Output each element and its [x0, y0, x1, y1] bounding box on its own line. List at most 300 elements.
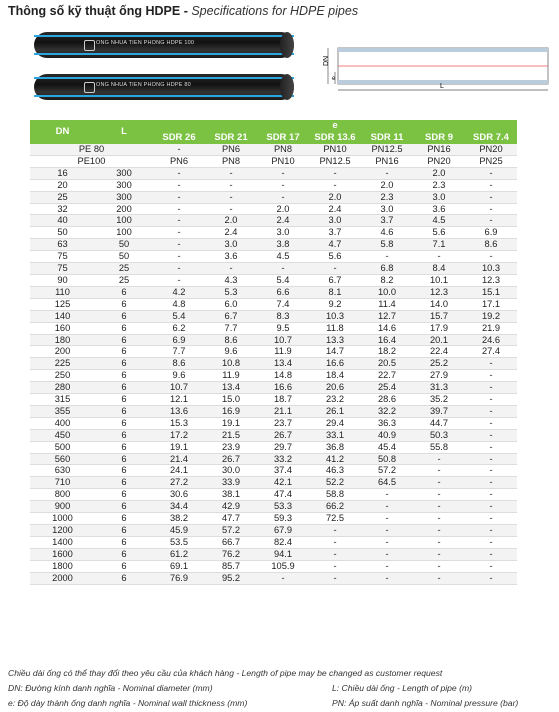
thickness-cell: 2.3: [361, 191, 413, 203]
thickness-cell: 105.9: [257, 560, 309, 572]
thickness-cell: 12.1: [153, 394, 205, 406]
thickness-cell: 7.7: [205, 322, 257, 334]
thickness-cell: 57.2: [361, 465, 413, 477]
pn-row-pe100: [30, 155, 517, 167]
thickness-cell: 39.7: [413, 405, 465, 417]
table-row: [30, 263, 517, 275]
thickness-cell: 3.0: [309, 215, 361, 227]
thickness-cell: 2.4: [309, 203, 361, 215]
thickness-cell: 5.6: [413, 227, 465, 239]
pipe-diagram: [318, 44, 552, 94]
thickness-cell: 13.6: [153, 405, 205, 417]
logo-icon: [84, 82, 95, 93]
thickness-cell: 45.4: [361, 441, 413, 453]
thickness-cell: 45.9: [153, 525, 205, 537]
thickness-cell: 6.7: [205, 310, 257, 322]
thickness-cell: 3.6: [205, 251, 257, 263]
length-cell: 6: [95, 394, 153, 406]
pn-cell: PN10: [309, 144, 361, 155]
thickness-cell: 24.6: [465, 334, 517, 346]
thickness-cell: 66.7: [205, 536, 257, 548]
thickness-cell: -: [465, 548, 517, 560]
thickness-cell: 59.3: [257, 513, 309, 525]
thickness-cell: 94.1: [257, 548, 309, 560]
thickness-cell: 64.5: [361, 477, 413, 489]
thickness-cell: 6.0: [205, 298, 257, 310]
thickness-cell: 42.1: [257, 477, 309, 489]
table-row: [30, 429, 517, 441]
thickness-cell: 2.0: [309, 191, 361, 203]
thickness-cell: -: [257, 167, 309, 179]
thickness-cell: 16.6: [309, 358, 361, 370]
thickness-cell: 66.2: [309, 501, 361, 513]
thickness-cell: 10.1: [413, 274, 465, 286]
note-e: e: Độ dày thành ống danh nghĩa - Nominal wall thickness (mm): [8, 698, 248, 708]
thickness-cell: 8.6: [153, 358, 205, 370]
length-cell: 6: [95, 346, 153, 358]
thickness-cell: -: [413, 489, 465, 501]
dn-cell: 800: [30, 489, 95, 501]
thickness-cell: 6.2: [153, 322, 205, 334]
pn-cell: -: [153, 144, 205, 155]
thickness-cell: -: [257, 572, 309, 584]
thickness-cell: 2.0: [413, 167, 465, 179]
thickness-cell: 26.7: [205, 453, 257, 465]
thickness-cell: 4.3: [205, 274, 257, 286]
thickness-cell: 42.9: [205, 501, 257, 513]
length-cell: 6: [95, 429, 153, 441]
thickness-cell: 50.3: [413, 429, 465, 441]
thickness-cell: 23.2: [309, 394, 361, 406]
thickness-cell: -: [465, 251, 517, 263]
length-cell: 6: [95, 548, 153, 560]
diagram-dn: DN: [323, 55, 330, 66]
thickness-cell: 18.4: [309, 370, 361, 382]
thickness-cell: -: [361, 525, 413, 537]
thickness-cell: 55.8: [413, 441, 465, 453]
thickness-cell: 76.9: [153, 572, 205, 584]
thickness-cell: 33.9: [205, 477, 257, 489]
thickness-cell: -: [361, 489, 413, 501]
header-sdr: SDR 13.6: [309, 132, 361, 144]
thickness-cell: 4.2: [153, 286, 205, 298]
thickness-cell: -: [153, 167, 205, 179]
dn-cell: 400: [30, 417, 95, 429]
thickness-cell: 3.7: [361, 215, 413, 227]
pn-cell: PN12.5: [309, 155, 361, 167]
length-cell: 6: [95, 477, 153, 489]
thickness-cell: 30.0: [205, 465, 257, 477]
table-row: [30, 179, 517, 191]
thickness-cell: -: [309, 572, 361, 584]
thickness-cell: 3.7: [309, 227, 361, 239]
table-row: [30, 525, 517, 537]
thickness-cell: -: [361, 251, 413, 263]
length-cell: 25: [95, 263, 153, 275]
thickness-cell: 35.2: [413, 394, 465, 406]
length-cell: 6: [95, 370, 153, 382]
thickness-cell: -: [309, 548, 361, 560]
thickness-cell: -: [465, 167, 517, 179]
thickness-cell: -: [413, 453, 465, 465]
header-dn: DN: [30, 120, 95, 144]
thickness-cell: 4.7: [309, 239, 361, 251]
length-cell: 6: [95, 382, 153, 394]
pn-cell: PN16: [361, 155, 413, 167]
thickness-cell: 6.8: [361, 263, 413, 275]
table-row: [30, 489, 517, 501]
pn-cell: PN8: [205, 155, 257, 167]
thickness-cell: 33.2: [257, 453, 309, 465]
thickness-cell: 10.3: [465, 263, 517, 275]
thickness-cell: -: [205, 263, 257, 275]
thickness-cell: -: [465, 525, 517, 537]
pn-cell: PN20: [465, 144, 517, 155]
thickness-cell: 58.8: [309, 489, 361, 501]
thickness-cell: 23.7: [257, 417, 309, 429]
dn-cell: 900: [30, 501, 95, 513]
thickness-cell: 14.8: [257, 370, 309, 382]
thickness-cell: -: [465, 465, 517, 477]
thickness-cell: 20.6: [309, 382, 361, 394]
thickness-cell: 22.4: [413, 346, 465, 358]
thickness-cell: 19.1: [205, 417, 257, 429]
thickness-cell: -: [465, 560, 517, 572]
thickness-cell: -: [465, 453, 517, 465]
thickness-cell: 82.4: [257, 536, 309, 548]
thickness-cell: -: [413, 525, 465, 537]
thickness-cell: -: [153, 274, 205, 286]
thickness-cell: 16.6: [257, 382, 309, 394]
table-row: [30, 513, 517, 525]
pn-cell: PN8: [257, 144, 309, 155]
dn-cell: 250: [30, 370, 95, 382]
length-cell: 6: [95, 501, 153, 513]
thickness-cell: 3.6: [413, 203, 465, 215]
pn-cell: PN6: [205, 144, 257, 155]
length-cell: 100: [95, 227, 153, 239]
thickness-cell: 21.9: [465, 322, 517, 334]
thickness-cell: -: [205, 191, 257, 203]
dn-cell: 1800: [30, 560, 95, 572]
thickness-cell: -: [309, 525, 361, 537]
thickness-cell: -: [361, 536, 413, 548]
thickness-cell: 8.2: [361, 274, 413, 286]
header-l: L: [95, 120, 153, 144]
thickness-cell: -: [361, 572, 413, 584]
table-row: [30, 322, 517, 334]
dn-cell: 110: [30, 286, 95, 298]
thickness-cell: 36.3: [361, 417, 413, 429]
table-row: [30, 453, 517, 465]
thickness-cell: -: [413, 513, 465, 525]
thickness-cell: 32.2: [361, 405, 413, 417]
length-cell: 300: [95, 179, 153, 191]
dn-cell: 40: [30, 215, 95, 227]
table-row: [30, 441, 517, 453]
thickness-cell: -: [205, 203, 257, 215]
table-row: [30, 346, 517, 358]
thickness-cell: 8.4: [413, 263, 465, 275]
length-cell: 6: [95, 310, 153, 322]
thickness-cell: 6.6: [257, 286, 309, 298]
thickness-cell: 36.8: [309, 441, 361, 453]
thickness-cell: 27.4: [465, 346, 517, 358]
thickness-cell: 37.4: [257, 465, 309, 477]
thickness-cell: 10.8: [205, 358, 257, 370]
thickness-cell: -: [309, 179, 361, 191]
table-row: [30, 382, 517, 394]
length-cell: 6: [95, 465, 153, 477]
page-title: [8, 4, 358, 18]
thickness-cell: 9.2: [309, 298, 361, 310]
length-cell: 6: [95, 572, 153, 584]
thickness-cell: 2.0: [361, 179, 413, 191]
thickness-cell: 7.1: [413, 239, 465, 251]
dn-cell: 140: [30, 310, 95, 322]
dn-cell: 500: [30, 441, 95, 453]
thickness-cell: -: [465, 215, 517, 227]
thickness-cell: 34.4: [153, 501, 205, 513]
dn-cell: 63: [30, 239, 95, 251]
table-row: [30, 239, 517, 251]
thickness-cell: 27.9: [413, 370, 465, 382]
thickness-cell: 15.3: [153, 417, 205, 429]
dn-cell: 50: [30, 227, 95, 239]
thickness-cell: -: [309, 560, 361, 572]
thickness-cell: -: [413, 501, 465, 513]
length-cell: 6: [95, 489, 153, 501]
thickness-cell: 11.9: [257, 346, 309, 358]
thickness-cell: 2.3: [413, 179, 465, 191]
thickness-cell: 17.2: [153, 429, 205, 441]
thickness-cell: -: [257, 179, 309, 191]
table-row: [30, 560, 517, 572]
thickness-cell: 26.7: [257, 429, 309, 441]
thickness-cell: 14.7: [309, 346, 361, 358]
thickness-cell: 9.6: [153, 370, 205, 382]
length-cell: 6: [95, 560, 153, 572]
pipe-label: ONG NHUA TIEN PHONG HDPE 100: [96, 40, 195, 46]
length-cell: 6: [95, 405, 153, 417]
dn-cell: 710: [30, 477, 95, 489]
thickness-cell: -: [153, 203, 205, 215]
table-row: [30, 548, 517, 560]
header-e: e: [153, 120, 517, 132]
thickness-cell: -: [153, 263, 205, 275]
table-row: [30, 405, 517, 417]
thickness-cell: -: [361, 513, 413, 525]
thickness-cell: -: [465, 203, 517, 215]
thickness-cell: 7.7: [153, 346, 205, 358]
thickness-cell: 20.1: [413, 334, 465, 346]
thickness-cell: 19.2: [465, 310, 517, 322]
thickness-cell: -: [465, 513, 517, 525]
thickness-cell: 3.0: [413, 191, 465, 203]
thickness-cell: 5.8: [361, 239, 413, 251]
header-sdr: SDR 17: [257, 132, 309, 144]
thickness-cell: -: [361, 560, 413, 572]
thickness-cell: -: [257, 263, 309, 275]
thickness-cell: 28.6: [361, 394, 413, 406]
thickness-cell: 38.2: [153, 513, 205, 525]
thickness-cell: 5.6: [309, 251, 361, 263]
thickness-cell: 11.4: [361, 298, 413, 310]
table-row: [30, 477, 517, 489]
thickness-cell: -: [413, 560, 465, 572]
length-cell: 6: [95, 298, 153, 310]
length-cell: 50: [95, 239, 153, 251]
thickness-cell: -: [465, 382, 517, 394]
table-row: [30, 167, 517, 179]
dn-cell: 1600: [30, 548, 95, 560]
length-cell: 300: [95, 167, 153, 179]
diagram-e: e: [332, 76, 336, 82]
length-cell: 6: [95, 322, 153, 334]
dn-cell: 125: [30, 298, 95, 310]
thickness-cell: 25.2: [413, 358, 465, 370]
thickness-cell: 53.5: [153, 536, 205, 548]
dn-cell: 315: [30, 394, 95, 406]
thickness-cell: 4.5: [257, 251, 309, 263]
dn-cell: 90: [30, 274, 95, 286]
table-row: [30, 465, 517, 477]
dn-cell: 2000: [30, 572, 95, 584]
dn-cell: 32: [30, 203, 95, 215]
header-sdr: SDR 21: [205, 132, 257, 144]
thickness-cell: 29.4: [309, 417, 361, 429]
dn-cell: 1200: [30, 525, 95, 537]
thickness-cell: 50.8: [361, 453, 413, 465]
thickness-cell: 4.8: [153, 298, 205, 310]
table-row: [30, 286, 517, 298]
length-cell: 6: [95, 334, 153, 346]
thickness-cell: -: [413, 477, 465, 489]
thickness-cell: 7.4: [257, 298, 309, 310]
table-row: [30, 203, 517, 215]
header-sdr: SDR 9: [413, 132, 465, 144]
table-row: [30, 394, 517, 406]
table-row: [30, 572, 517, 584]
thickness-cell: 2.4: [205, 227, 257, 239]
thickness-cell: 9.5: [257, 322, 309, 334]
thickness-cell: 10.3: [309, 310, 361, 322]
table-row: [30, 227, 517, 239]
thickness-cell: 5.4: [257, 274, 309, 286]
thickness-cell: -: [413, 548, 465, 560]
thickness-cell: 21.1: [257, 405, 309, 417]
thickness-cell: -: [465, 179, 517, 191]
table-row: [30, 358, 517, 370]
thickness-cell: 16.4: [361, 334, 413, 346]
thickness-cell: -: [309, 167, 361, 179]
thickness-cell: 47.7: [205, 513, 257, 525]
dn-cell: 25: [30, 191, 95, 203]
table-row: [30, 274, 517, 286]
thickness-cell: -: [153, 191, 205, 203]
pn-row-pe80: [30, 144, 517, 155]
table-row: [30, 310, 517, 322]
thickness-cell: 41.2: [309, 453, 361, 465]
header-sdr: SDR 26: [153, 132, 205, 144]
thickness-cell: 14.6: [361, 322, 413, 334]
thickness-cell: 26.1: [309, 405, 361, 417]
thickness-cell: -: [205, 167, 257, 179]
thickness-cell: 18.7: [257, 394, 309, 406]
thickness-cell: -: [413, 572, 465, 584]
thickness-cell: 10.7: [257, 334, 309, 346]
thickness-cell: 72.5: [309, 513, 361, 525]
thickness-cell: 8.3: [257, 310, 309, 322]
length-cell: 25: [95, 274, 153, 286]
thickness-cell: 10.7: [153, 382, 205, 394]
dn-cell: 75: [30, 263, 95, 275]
thickness-cell: 8.6: [465, 239, 517, 251]
material-label: PE 80: [30, 144, 153, 155]
thickness-cell: 46.3: [309, 465, 361, 477]
thickness-cell: -: [465, 536, 517, 548]
length-cell: 6: [95, 513, 153, 525]
thickness-cell: 31.3: [413, 382, 465, 394]
table-row: [30, 501, 517, 513]
table-row: [30, 215, 517, 227]
length-cell: 6: [95, 525, 153, 537]
thickness-cell: -: [153, 227, 205, 239]
dn-cell: 355: [30, 405, 95, 417]
thickness-cell: 6.9: [465, 227, 517, 239]
thickness-cell: 44.7: [413, 417, 465, 429]
thickness-cell: 12.7: [361, 310, 413, 322]
table-row: [30, 298, 517, 310]
logo-icon: [84, 40, 95, 51]
dn-cell: 200: [30, 346, 95, 358]
thickness-cell: -: [361, 501, 413, 513]
pn-cell: PN6: [153, 155, 205, 167]
thickness-cell: 22.7: [361, 370, 413, 382]
thickness-cell: 61.2: [153, 548, 205, 560]
thickness-cell: 3.0: [205, 239, 257, 251]
thickness-cell: -: [257, 191, 309, 203]
dn-cell: 280: [30, 382, 95, 394]
length-cell: 6: [95, 358, 153, 370]
thickness-cell: -: [361, 548, 413, 560]
thickness-cell: -: [465, 429, 517, 441]
title-vi: Thông số kỹ thuật ống HDPE -: [8, 4, 192, 18]
thickness-cell: 8.6: [205, 334, 257, 346]
length-cell: 6: [95, 536, 153, 548]
thickness-cell: 95.2: [205, 572, 257, 584]
thickness-cell: -: [413, 251, 465, 263]
thickness-cell: -: [309, 263, 361, 275]
thickness-cell: 13.3: [309, 334, 361, 346]
table-row: [30, 370, 517, 382]
thickness-cell: 12.3: [413, 286, 465, 298]
table-row: [30, 251, 517, 263]
thickness-cell: 47.4: [257, 489, 309, 501]
thickness-cell: -: [361, 167, 413, 179]
thickness-cell: 24.1: [153, 465, 205, 477]
thickness-cell: 4.5: [413, 215, 465, 227]
thickness-cell: 23.9: [205, 441, 257, 453]
thickness-cell: -: [153, 179, 205, 191]
pn-cell: PN12.5: [361, 144, 413, 155]
thickness-cell: -: [465, 370, 517, 382]
dn-cell: 560: [30, 453, 95, 465]
dn-cell: 160: [30, 322, 95, 334]
table-row: [30, 191, 517, 203]
table-row: [30, 417, 517, 429]
thickness-cell: 11.8: [309, 322, 361, 334]
